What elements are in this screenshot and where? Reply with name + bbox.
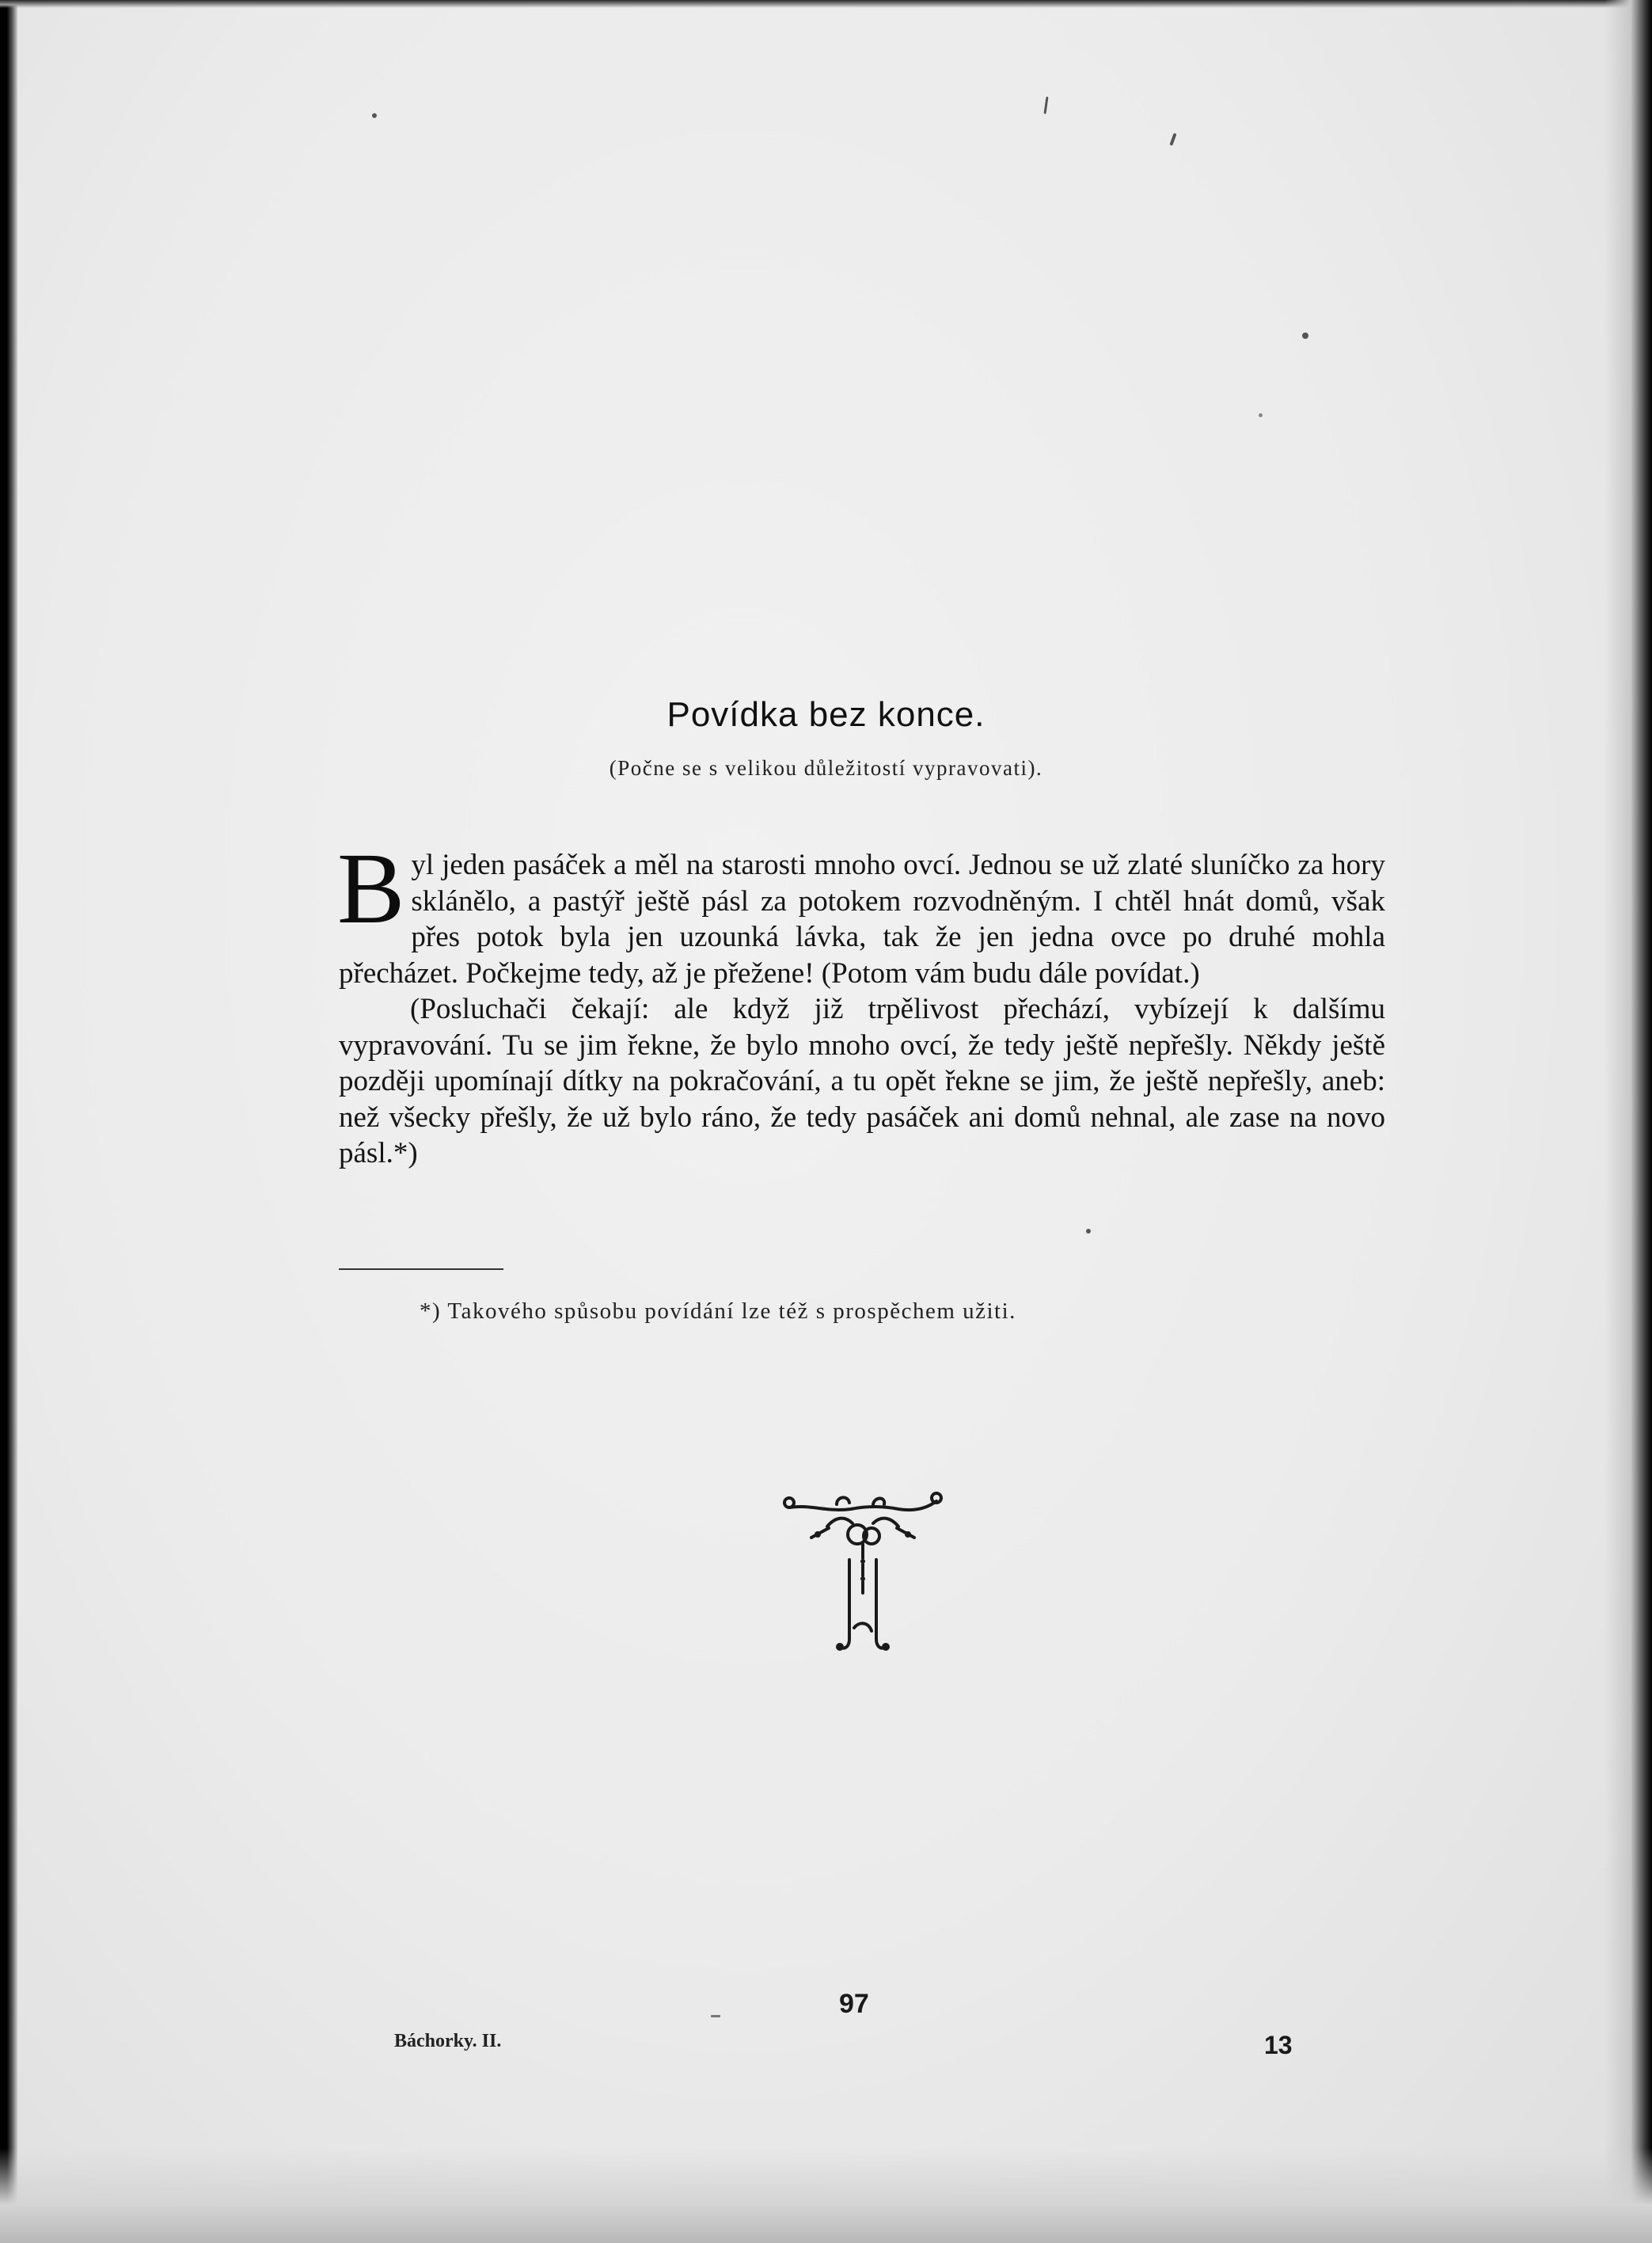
page-number: 97 bbox=[839, 1989, 869, 2019]
page-subtitle: (Počne se s velikou důležitostí vypravovati). bbox=[609, 756, 1043, 780]
scan-edge-left bbox=[0, 0, 17, 2243]
scan-speck bbox=[1259, 413, 1263, 417]
scan-edge-right bbox=[1605, 0, 1652, 2243]
scan-edge-top bbox=[0, 0, 1652, 8]
scan-speck bbox=[1086, 1229, 1091, 1234]
paragraph-1-text: yl jeden pasáček a měl na starosti mnoho ovcí. Jednou se už zlaté sluníčko za hory sklánělo, a pastýř ještě pásl za potokem rozvodněným. I chtěl hnát domů, však přes potok byla jen uzounká lávka, tak že jen jedna ovce po druhé mohla přecházet. Počkejme tedy, až je přežene! (Potom vám budu dále povídat.) bbox=[339, 849, 1385, 990]
paragraph-2: (Posluchači čekají: ale když již trpělivost přechází, vybízejí k dalšímu vypravování. Tu se jim řekne, že bylo mnoho ovcí, že tedy ještě nepřešly. Někdy ještě později upomínají dítky na pokračování, a tu opět řekne se jim, že ještě nepřešly, aneb: než všecky přešly, že už bylo ráno, že tedy pasáček ani domů nehnal, ale zase na novo pásl.*) bbox=[339, 993, 1385, 1169]
book-title-footer: Báchorky. II. bbox=[394, 2031, 502, 2051]
scan-speck bbox=[372, 113, 377, 118]
signature-mark: 13 bbox=[1264, 2031, 1293, 2059]
footnote-divider bbox=[339, 1268, 503, 1270]
drop-cap: B bbox=[337, 832, 405, 945]
page-title: Povídka bez konce. bbox=[666, 695, 986, 734]
paragraph-1 bbox=[337, 832, 1385, 991]
scan-speck bbox=[711, 2015, 720, 2017]
footnote: *) Takového spůsobu povídání lze též s prospěchem užiti. bbox=[420, 1298, 1016, 1324]
story-text bbox=[337, 832, 1385, 1172]
floral-ornament-icon bbox=[780, 1488, 946, 1655]
scan-speck bbox=[1302, 333, 1308, 339]
scan-edge-bottom bbox=[0, 2148, 1652, 2243]
